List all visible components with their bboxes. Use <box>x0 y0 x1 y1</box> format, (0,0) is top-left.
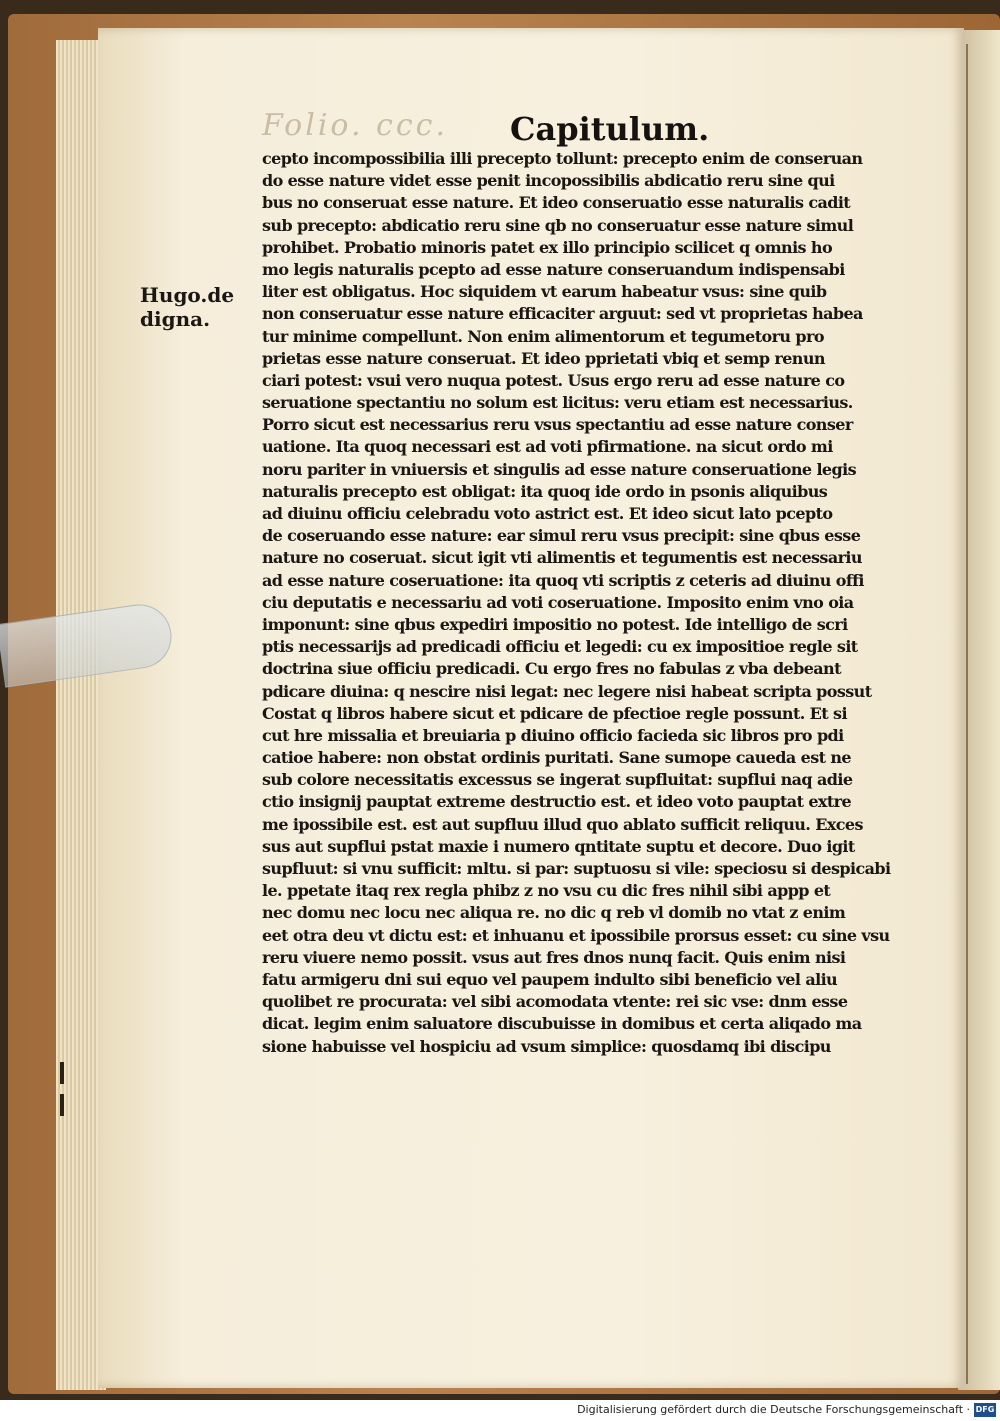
text-line: ad esse nature coseruatione: ita quoq vti scriptis z ceteris ad diuinu offi <box>262 570 864 590</box>
text-line: nature no coseruat. sicut igit vti alimentis et tegumentis est necessariu <box>262 548 862 568</box>
text-line: sub precepto: abdicatio reru sine qb no conseruatur esse nature simul <box>262 215 854 235</box>
text-line: fatu armigeru dni sui equo vel paupem indulto sibi beneficio vel aliu <box>262 969 838 989</box>
body-text <box>262 148 942 1058</box>
text-line: ad diuinu officiu celebradu voto astrict est. Et ideo sicut lato pcepto <box>262 504 833 523</box>
text-line: uatione. Ita quoq necessari est ad voti pfirmatione. na sicut ordo mi <box>262 437 833 457</box>
text-line: me ipossibile est. est aut supfluu illud quo ablato sufficit reliquu. Exces <box>262 814 863 834</box>
funding-credit: Digitalisierung gefördert durch die Deutsche Forschungsgemeinschaft · <box>577 1403 970 1416</box>
text-line: sub colore necessitatis excessus se ingerat supfluitat: supflui naq adie <box>262 770 853 790</box>
dfg-logo-icon: DFG <box>974 1403 996 1417</box>
page-heading: Capitulum. <box>510 110 710 148</box>
text-line: ciu deputatis e necessariu ad voti coseruatione. Imposito enim vno oia <box>262 592 854 612</box>
text-line: eet otra deu vt dictu est: et inhuanu et ipossibile prorsus esset: cu sine vsu <box>262 925 890 945</box>
text-line: sus aut supflui pstat maxie i numero qntitate suptu et decore. Duo igit <box>262 836 855 856</box>
text-line: quolibet re procurata: vel sibi acomodata vtente: rei sic vse: dnm esse <box>262 992 848 1012</box>
text-line: sione habuisse vel hospiciu ad vsum simplice: quosdamq ibi discipu <box>262 1036 831 1056</box>
margin-note: Hugo.de digna. <box>140 283 235 331</box>
text-line: imponunt: sine qbus expediri impositio no potest. Ide intelligo de scri <box>262 614 848 634</box>
text-line: reru viuere nemo possit. vsus aut fres dnos nunq facit. Quis enim nisi <box>262 947 846 967</box>
text-line: bus no conseruat esse nature. Et ideo conseruatio esse naturalis cadit <box>262 193 851 213</box>
text-line: Porro sicut est necessarius reru vsus spectantiu ad esse nature conser <box>262 415 853 435</box>
page-fold <box>966 44 998 1384</box>
text-line: de coseruando esse nature: ear simul reru vsus precipit: sine qbus esse <box>262 526 861 546</box>
text-line: liter est obligatus. Hoc siquidem vt earum habeatur vsus: sine quib <box>262 282 827 302</box>
text-line: prietas esse nature conseruat. Et ideo pprietati vbiq et semp renun <box>262 348 825 368</box>
text-line: do esse nature videt esse penit incopossibilis abdicatio reru sine qui <box>262 171 835 191</box>
text-line: ctio insignij pauptat extreme destructio est. et ideo voto pauptat extre <box>262 792 852 812</box>
text-line: non conseruatur esse nature efficaciter arguut: sed vt proprietas habea <box>262 304 863 324</box>
text-line: catioe habere: non obstat ordinis puritati. Sane sumope caueda est ne <box>262 748 851 768</box>
text-line: nec domu nec locu nec aliqua re. no dic q reb vl domib no vtat z enim <box>262 903 846 923</box>
text-line: mo legis naturalis pcepto ad esse nature conseruandum indispensabi <box>262 259 845 279</box>
text-line: Costat q libros habere sicut et pdicare de pfectioe regle possunt. Et si <box>262 703 847 723</box>
text-line: naturalis precepto est obligat: ita quoq ide ordo in psonis aliquibus <box>262 481 828 501</box>
text-line: cut hre missalia et breuiaria p diuino officio facieda sic libros pro pdi <box>262 725 844 745</box>
text-line: ptis necessarijs ad predicadi officiu et legedi: cu ex impositioe regle sit <box>262 637 858 657</box>
text-line: tur minime compellunt. Non enim alimentorum et tegumetoru pro <box>262 326 824 346</box>
text-line: seruatione spectantiu no solum est licitus: veru etiam est necessarius. <box>262 393 853 413</box>
text-line: cepto incompossibilia illi precepto tollunt: precepto enim de conseruan <box>262 149 863 168</box>
text-line: supfluut: si vnu sufficit: mltu. si par: suptuosu si vile: speciosu si despicabi <box>262 859 891 878</box>
footer <box>0 1400 1000 1421</box>
margin-marks <box>60 1062 68 1122</box>
text-line: dicat. legim enim saluatore discubuisse in domibus et certa aliqado ma <box>262 1014 862 1034</box>
text-line: prohibet. Probatio minoris patet ex illo principio scilicet q omnis ho <box>262 237 833 257</box>
text-line: noru pariter in vniuersis et singulis ad esse nature conseruatione legis <box>262 459 856 479</box>
text-line: pdicare diuina: q nescire nisi legat: nec legere nisi habeat scripta possut <box>262 681 872 701</box>
folio-number: Folio. ccc. <box>262 108 448 143</box>
text-line: le. ppetate itaq rex regla phibz z no vsu cu dic fres nihil sibi appp et <box>262 881 831 901</box>
text-line: ciari potest: vsui vero nuqua potest. Usus ergo reru ad esse nature co <box>262 370 845 390</box>
text-line: doctrina siue officiu predicadi. Cu ergo fres no fabulas z vba debeant <box>262 659 841 679</box>
